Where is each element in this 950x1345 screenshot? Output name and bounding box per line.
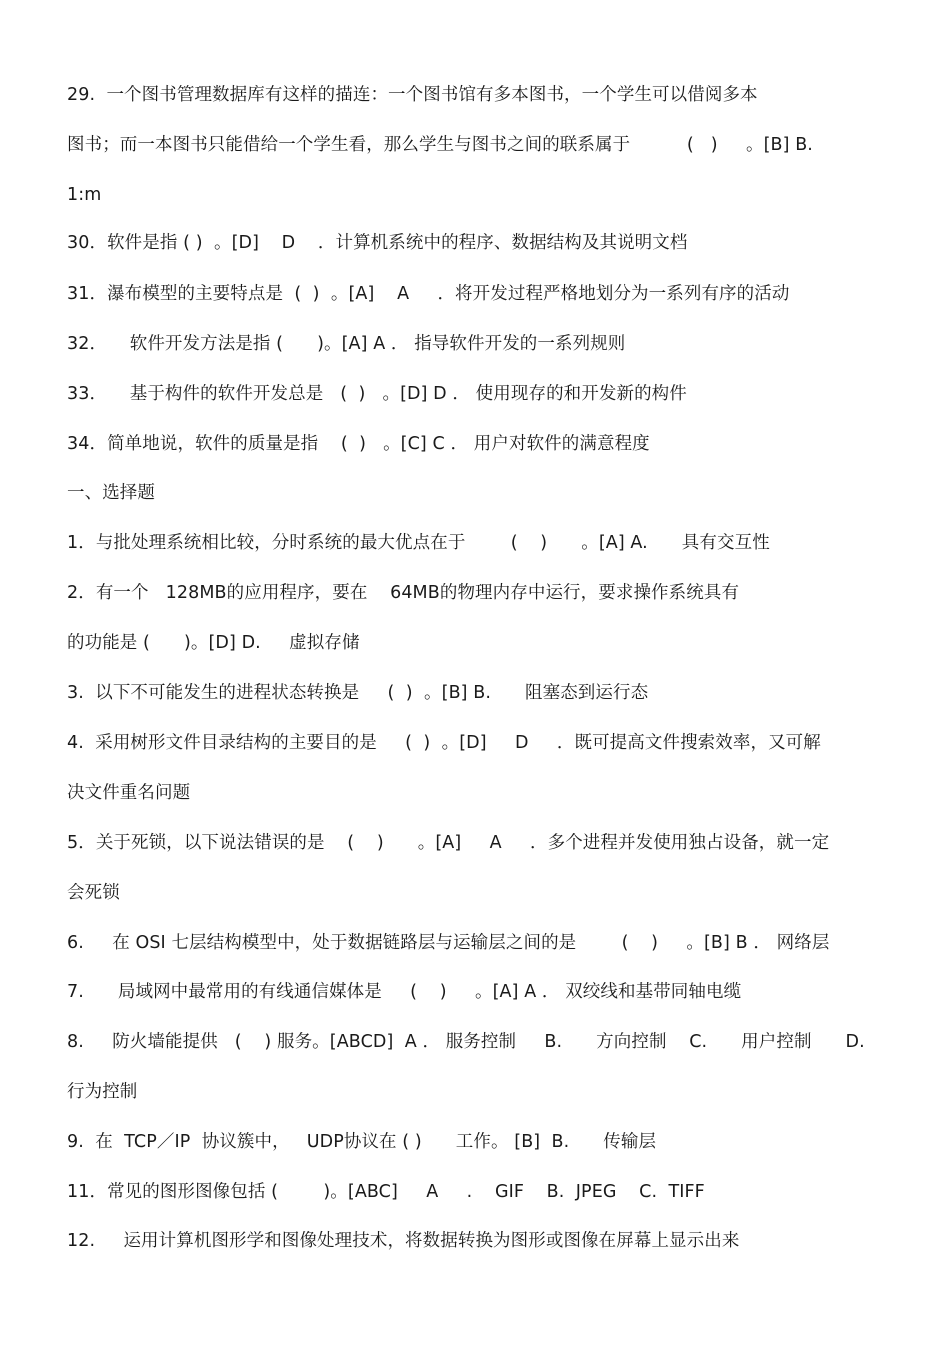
- text-line: 5．关于死锁，以下说法错误的是 ( ) 。[A] A ．多个进程并发使用独占设备，就一定: [67, 833, 830, 853]
- section-heading: 一、选择题: [67, 483, 155, 503]
- text-line: 29. 一个图书管理数据库有这样的描连：一个图书馆有多本图书，一个学生可以借阅多本: [67, 85, 758, 105]
- text-line: 图书；而一本图书只能借给一个学生看，那么学生与图书之间的联系属于 ( ) 。[B] B.: [67, 135, 813, 155]
- text-line: 11．常见的图形图像包括 ( )。[ABC] A . GIF B. JPEG C. TIFF: [67, 1182, 705, 1202]
- text-line: 33． 基于构件的软件开发总是 ( ) 。[D] D ． 使用现存的和开发新的构件: [67, 384, 687, 404]
- text-line: 1．与批处理系统相比较，分时系统的最大优点在于 ( ) 。[A] A. 具有交互性: [67, 533, 770, 553]
- text-line: 的功能是 ( )。[D] D. 虚拟存储: [67, 633, 360, 653]
- text-line: 31．瀑布模型的主要特点是 ( ) 。[A] A ．将开发过程严格地划分为一系列有序的活动: [67, 284, 790, 304]
- text-line: 34．简单地说，软件的质量是指 ( ) 。[C] C ． 用户对软件的满意程度: [67, 434, 650, 454]
- text-line: 32． 软件开发方法是指 ( )。[A] A ． 指导软件开发的一系列规则: [67, 334, 626, 354]
- text-line: 行为控制: [67, 1082, 138, 1102]
- text-line: 2．有一个 128MB的应用程序，要在 64MB的物理内存中运行，要求操作系统具有: [67, 583, 740, 603]
- text-line: 会死锁: [67, 883, 120, 903]
- text-line: 决文件重名问题: [67, 783, 191, 803]
- text-line: 8. 防火墙能提供 ( ) 服务。[ABCD] A ． 服务控制 B. 方向控制 C. 用户控制 D.: [67, 1032, 865, 1052]
- text-line: 12. 运用计算机图形学和图像处理技术，将数据转换为图形或图像在屏幕上显示出来: [67, 1231, 740, 1251]
- text-line: 6. 在 OSI 七层结构模型中，处于数据链路层与运输层之间的是 ( ) 。[B] B ． 网络层: [67, 933, 830, 953]
- text-line: 3. 以下不可能发生的进程状态转换是 ( ) 。[B] B. 阻塞态到运行态: [67, 683, 649, 703]
- text-line: 1:m: [67, 185, 102, 205]
- text-line: 7. 局域网中最常用的有线通信媒体是 ( ) 。[A] A ． 双绞线和基带同轴电缆: [67, 982, 742, 1002]
- text-line: 4. 采用树形文件目录结构的主要目的是 ( ) 。[D] D ．既可提高文件搜索效率，又可解: [67, 733, 821, 753]
- text-line: 30．软件是指 ( ) 。[D] D ．计算机系统中的程序、数据结构及其说明文档: [67, 233, 688, 253]
- text-line: 9. 在 TCP／IP 协议簇中， UDP协议在 ( ) 工作。 [B] B. 传输层: [67, 1132, 657, 1152]
